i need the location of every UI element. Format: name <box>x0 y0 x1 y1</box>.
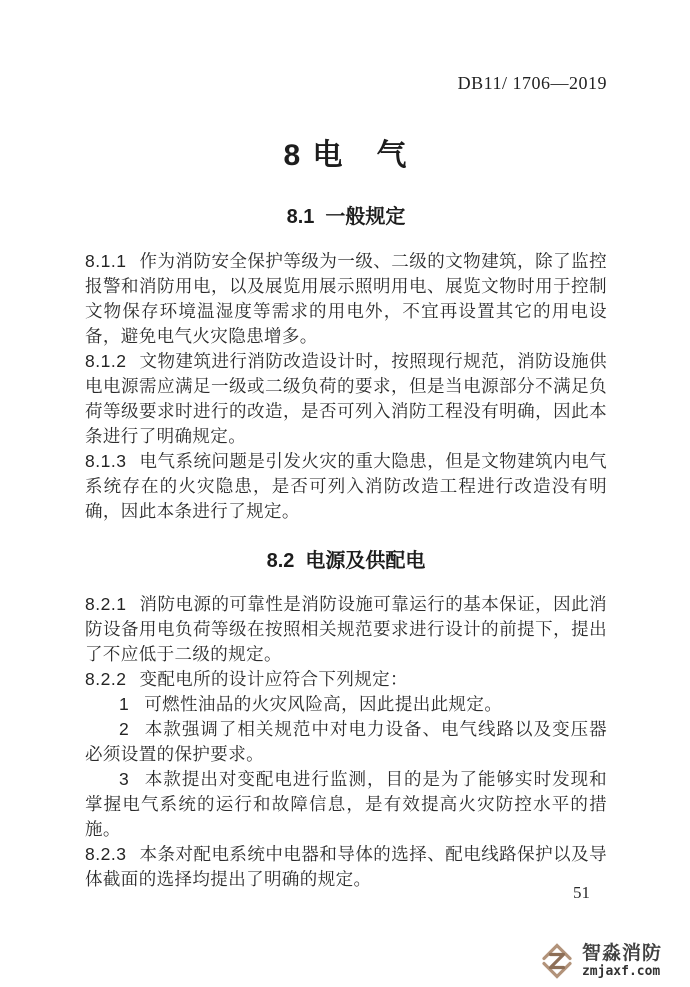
page-number: 51 <box>573 883 590 902</box>
watermark-text <box>582 943 662 979</box>
subitem-3 <box>85 767 607 842</box>
clause-text: 作为消防安全保护等级为一级、二级的文物建筑，除了监控报警和消防用电，以及展览用展示照明用电、展览文物时用于控制文物保存环境温湿度等需求的用电外，不宜再设置其它的用电设备，避免电气火灾隐患增多。 <box>85 251 607 346</box>
clause-number: 8.1.3 <box>85 451 127 471</box>
section-number: 8.1 <box>286 206 315 228</box>
section-title: 电源及供配电 <box>305 550 426 572</box>
subitem-number: 3 <box>119 769 130 789</box>
section-heading-8-2 <box>85 549 607 574</box>
section-number: 8.2 <box>266 550 295 572</box>
subitem-number: 1 <box>119 694 130 714</box>
clause-8-1-2 <box>85 349 607 449</box>
watermark-name: 智淼消防 <box>581 943 662 964</box>
chapter-title: 8 电 气 <box>283 139 409 172</box>
subitem-text: 本款提出对变配电进行监测，目的是为了能够实时发现和掌握电气系统的运行和故障信息，是有效提高火灾防控水平的措施。 <box>85 769 607 839</box>
zhimiao-logo-icon <box>537 941 577 981</box>
clause-8-2-3 <box>85 842 607 892</box>
clause-number: 8.2.3 <box>85 844 127 864</box>
subitem-1 <box>85 692 607 717</box>
subitem-number: 2 <box>119 719 130 739</box>
section-title: 一般规定 <box>325 206 406 228</box>
watermark-site: zmjaxf.com <box>581 964 661 979</box>
clause-number: 8.1.2 <box>85 351 127 371</box>
subitem-text: 可燃性油品的火灾风险高，因此提出此规定。 <box>144 694 503 714</box>
doc-number: DB11/ 1706—2019 <box>457 73 607 93</box>
clause-8-2-2 <box>85 667 607 692</box>
subitem-2 <box>85 717 607 767</box>
clause-8-1-3 <box>85 449 607 524</box>
subitem-text: 本款强调了相关规范中对电力设备、电气线路以及变压器必须设置的保护要求。 <box>85 719 607 764</box>
clause-number: 8.2.1 <box>85 594 127 614</box>
clause-text: 电气系统问题是引发火灾的重大隐患，但是文物建筑内电气系统存在的火灾隐患，是否可列入消防改造工程进行改造没有明确，因此本条进行了规定。 <box>85 451 607 521</box>
clause-text: 本条对配电系统中电器和导体的选择、配电线路保护以及导体截面的选择均提出了明确的规定。 <box>85 844 607 889</box>
doc-header <box>85 73 607 93</box>
clause-text: 文物建筑进行消防改造设计时，按照现行规范，消防设施供电电源需应满足一级或二级负荷的要求，但是当电源部分不满足负荷等级要求时进行的改造，是否可列入消防工程没有明确，因此本条进行了明确规定。 <box>85 351 607 446</box>
section-heading-8-1 <box>85 205 607 230</box>
clause-number: 8.2.2 <box>85 669 127 689</box>
clause-8-1-1 <box>85 249 607 349</box>
clause-number: 8.1.1 <box>85 251 127 271</box>
clause-text: 变配电所的设计应符合下列规定： <box>139 669 408 689</box>
watermark <box>537 941 662 981</box>
clause-text: 消防电源的可靠性是消防设施可靠运行的基本保证，因此消防设备用电负荷等级在按照相关规范要求进行设计的前提下，提出了不应低于二级的规定。 <box>85 594 607 664</box>
clause-8-2-1 <box>85 592 607 667</box>
